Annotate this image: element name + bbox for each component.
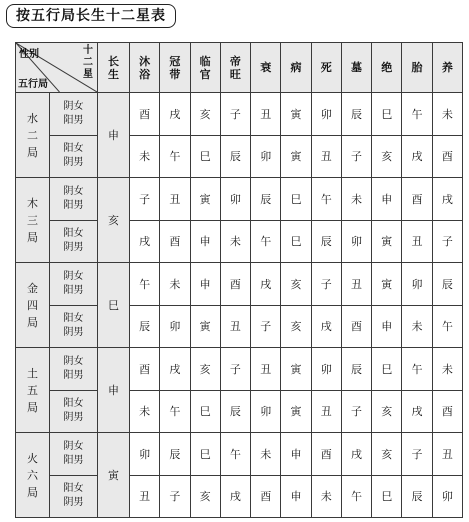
branch-cell: 亥 <box>372 390 402 433</box>
branch-cell: 子 <box>311 263 341 306</box>
branch-cell: 戌 <box>341 433 371 476</box>
branch-cell: 卯 <box>251 390 281 433</box>
branch-cell: 子 <box>402 433 432 476</box>
gender-label: 阴女 <box>63 355 84 367</box>
branch-cell: 戌 <box>432 178 462 221</box>
ju-name-cell <box>16 433 50 518</box>
branch-cell: 丑 <box>251 348 281 391</box>
gender-label: 阴男 <box>63 412 84 424</box>
branch-cell: 巳 <box>372 348 402 391</box>
gender-cell <box>50 93 98 136</box>
header-star-5 <box>220 43 250 93</box>
branch-cell: 午 <box>341 475 371 518</box>
gender-cell <box>50 178 98 221</box>
branch-cell: 午 <box>432 305 462 348</box>
branch-cell: 辰 <box>341 348 371 391</box>
branch-cell: 未 <box>432 348 462 391</box>
branch-cell: 卯 <box>251 135 281 178</box>
branch-cell: 寅 <box>281 135 311 178</box>
table-row <box>16 220 463 263</box>
branch-cell: 酉 <box>160 220 190 263</box>
branch-cell: 寅 <box>372 220 402 263</box>
branch-cell: 亥 <box>281 305 311 348</box>
gender-label: 阴女 <box>63 100 84 112</box>
ju-name-cell <box>16 93 50 178</box>
table-row <box>16 348 463 391</box>
ju-name-cell <box>16 348 50 433</box>
branch-cell: 未 <box>311 475 341 518</box>
changsheng-star-table <box>15 42 463 518</box>
branch-cell: 辰 <box>432 263 462 306</box>
branch-cell: 卯 <box>341 220 371 263</box>
gender-label: 阳女 <box>63 143 84 155</box>
gender-cell <box>50 263 98 306</box>
branch-cell: 申 <box>190 220 220 263</box>
branch-cell: 巳 <box>281 178 311 221</box>
changsheng-cell: 亥 <box>98 178 130 263</box>
branch-cell: 申 <box>281 433 311 476</box>
header-star-10: 绝 <box>372 43 402 93</box>
branch-cell: 酉 <box>220 263 250 306</box>
branch-cell: 午 <box>220 433 250 476</box>
branch-cell: 戌 <box>402 135 432 178</box>
header-star-3 <box>160 43 190 93</box>
header-star-1-text: 长 生 <box>108 54 119 81</box>
branch-cell: 卯 <box>311 348 341 391</box>
branch-cell: 辰 <box>160 433 190 476</box>
branch-cell: 未 <box>130 135 160 178</box>
branch-cell: 亥 <box>281 263 311 306</box>
gender-cell <box>50 348 98 391</box>
gender-label: 阳女 <box>63 483 84 495</box>
branch-cell: 戌 <box>160 348 190 391</box>
header-star-1 <box>98 43 130 93</box>
ju-name: 土 五 局 <box>27 366 38 414</box>
corner-ju-label: 五行局 <box>18 79 48 90</box>
branch-cell: 巳 <box>372 93 402 136</box>
branch-cell: 戌 <box>130 220 160 263</box>
header-star-4-text: 临 官 <box>199 54 211 81</box>
branch-cell: 亥 <box>190 475 220 518</box>
header-star-4 <box>190 43 220 93</box>
branch-cell: 酉 <box>432 135 462 178</box>
page-title: 按五行局长生十二星表 <box>6 4 176 28</box>
gender-label: 阳男 <box>63 454 84 466</box>
branch-cell: 寅 <box>281 93 311 136</box>
branch-cell: 巳 <box>281 220 311 263</box>
branch-cell: 寅 <box>190 178 220 221</box>
branch-cell: 申 <box>281 475 311 518</box>
branch-cell: 辰 <box>251 178 281 221</box>
branch-cell: 戌 <box>311 305 341 348</box>
branch-cell: 子 <box>130 178 160 221</box>
branch-cell: 巳 <box>372 475 402 518</box>
gender-label: 阴女 <box>63 440 84 452</box>
table-row <box>16 390 463 433</box>
ju-name: 木 三 局 <box>27 196 38 244</box>
table-row <box>16 433 463 476</box>
gender-label: 阳女 <box>63 313 84 325</box>
ju-name: 火 六 局 <box>27 451 38 499</box>
branch-cell: 酉 <box>130 348 160 391</box>
branch-cell: 子 <box>220 348 250 391</box>
branch-cell: 子 <box>341 390 371 433</box>
branch-cell: 午 <box>130 263 160 306</box>
branch-cell: 午 <box>402 93 432 136</box>
changsheng-cell: 寅 <box>98 433 130 518</box>
branch-cell: 亥 <box>190 93 220 136</box>
branch-cell: 丑 <box>160 178 190 221</box>
branch-cell: 卯 <box>311 93 341 136</box>
branch-cell: 丑 <box>341 263 371 306</box>
gender-label: 阴女 <box>63 270 84 282</box>
branch-cell: 子 <box>251 305 281 348</box>
branch-cell: 酉 <box>341 305 371 348</box>
branch-cell: 酉 <box>130 93 160 136</box>
branch-cell: 戌 <box>160 93 190 136</box>
gender-label: 阴男 <box>63 327 84 339</box>
branch-cell: 子 <box>220 93 250 136</box>
branch-cell: 未 <box>432 93 462 136</box>
gender-label: 阳男 <box>63 369 84 381</box>
table-body <box>16 93 463 518</box>
branch-cell: 未 <box>251 433 281 476</box>
gender-label: 阳男 <box>63 199 84 211</box>
ju-name: 金 四 局 <box>27 281 38 329</box>
gender-label: 阳男 <box>63 114 84 126</box>
gender-label: 阳女 <box>63 398 84 410</box>
gender-cell <box>50 390 98 433</box>
branch-cell: 申 <box>190 263 220 306</box>
table-row <box>16 263 463 306</box>
header-star-3-text: 冠 带 <box>169 54 181 81</box>
header-row <box>16 43 463 93</box>
branch-cell: 午 <box>311 178 341 221</box>
branch-cell: 丑 <box>311 390 341 433</box>
branch-cell: 卯 <box>130 433 160 476</box>
ju-name: 水 二 局 <box>27 111 38 159</box>
gender-cell <box>50 135 98 178</box>
branch-cell: 戌 <box>220 475 250 518</box>
changsheng-cell: 申 <box>98 93 130 178</box>
branch-cell: 辰 <box>341 93 371 136</box>
header-star-7: 病 <box>281 43 311 93</box>
branch-cell: 未 <box>341 178 371 221</box>
branch-cell: 丑 <box>432 433 462 476</box>
branch-cell: 寅 <box>281 348 311 391</box>
branch-cell: 辰 <box>220 135 250 178</box>
corner-stars-label: 十二 星 <box>83 45 93 80</box>
gender-label: 阴女 <box>63 185 84 197</box>
gender-label: 阴男 <box>63 242 84 254</box>
branch-cell: 戌 <box>251 263 281 306</box>
header-star-12: 养 <box>432 43 462 93</box>
changsheng-cell: 巳 <box>98 263 130 348</box>
header-star-9: 墓 <box>341 43 371 93</box>
header-star-8: 死 <box>311 43 341 93</box>
header-star-2 <box>130 43 160 93</box>
branch-cell: 午 <box>160 390 190 433</box>
branch-cell: 寅 <box>190 305 220 348</box>
ju-name-cell <box>16 178 50 263</box>
branch-cell: 丑 <box>402 220 432 263</box>
branch-cell: 辰 <box>220 390 250 433</box>
table-row <box>16 178 463 221</box>
branch-cell: 巳 <box>190 433 220 476</box>
branch-cell: 卯 <box>432 475 462 518</box>
branch-cell: 未 <box>220 220 250 263</box>
branch-cell: 午 <box>402 348 432 391</box>
branch-cell: 未 <box>130 390 160 433</box>
branch-cell: 午 <box>251 220 281 263</box>
branch-cell: 辰 <box>130 305 160 348</box>
gender-cell <box>50 433 98 476</box>
branch-cell: 亥 <box>372 433 402 476</box>
branch-cell: 卯 <box>160 305 190 348</box>
branch-cell: 丑 <box>311 135 341 178</box>
header-star-6: 衰 <box>251 43 281 93</box>
branch-cell: 丑 <box>220 305 250 348</box>
branch-cell: 子 <box>341 135 371 178</box>
branch-cell: 子 <box>160 475 190 518</box>
branch-cell: 亥 <box>190 348 220 391</box>
branch-cell: 酉 <box>251 475 281 518</box>
branch-cell: 申 <box>372 305 402 348</box>
branch-cell: 戌 <box>402 390 432 433</box>
branch-cell: 卯 <box>402 263 432 306</box>
gender-label: 阴男 <box>63 497 84 509</box>
header-star-5-text: 帝 旺 <box>229 54 241 81</box>
gender-label: 阳女 <box>63 228 84 240</box>
branch-cell: 丑 <box>130 475 160 518</box>
branch-cell: 巳 <box>190 390 220 433</box>
branch-cell: 巳 <box>190 135 220 178</box>
gender-label: 阳男 <box>63 284 84 296</box>
table-row <box>16 475 463 518</box>
branch-cell: 寅 <box>372 263 402 306</box>
branch-cell: 子 <box>432 220 462 263</box>
branch-cell: 酉 <box>432 390 462 433</box>
branch-cell: 丑 <box>251 93 281 136</box>
branch-cell: 未 <box>160 263 190 306</box>
table-row <box>16 305 463 348</box>
branch-cell: 卯 <box>220 178 250 221</box>
gender-cell <box>50 305 98 348</box>
branch-cell: 酉 <box>402 178 432 221</box>
branch-cell: 申 <box>372 178 402 221</box>
table-row <box>16 93 463 136</box>
branch-cell: 辰 <box>311 220 341 263</box>
corner-gender-label: 性别 <box>19 49 39 60</box>
branch-cell: 酉 <box>311 433 341 476</box>
header-star-11: 胎 <box>402 43 432 93</box>
header-star-2-text: 沐 浴 <box>139 54 151 81</box>
gender-cell <box>50 475 98 518</box>
table-row <box>16 135 463 178</box>
branch-cell: 午 <box>160 135 190 178</box>
branch-cell: 亥 <box>372 135 402 178</box>
branch-cell: 辰 <box>402 475 432 518</box>
branch-cell: 寅 <box>281 390 311 433</box>
branch-cell: 未 <box>402 305 432 348</box>
changsheng-cell: 申 <box>98 348 130 433</box>
gender-cell <box>50 220 98 263</box>
corner-cell <box>16 43 98 93</box>
ju-name-cell <box>16 263 50 348</box>
gender-label: 阴男 <box>63 157 84 169</box>
